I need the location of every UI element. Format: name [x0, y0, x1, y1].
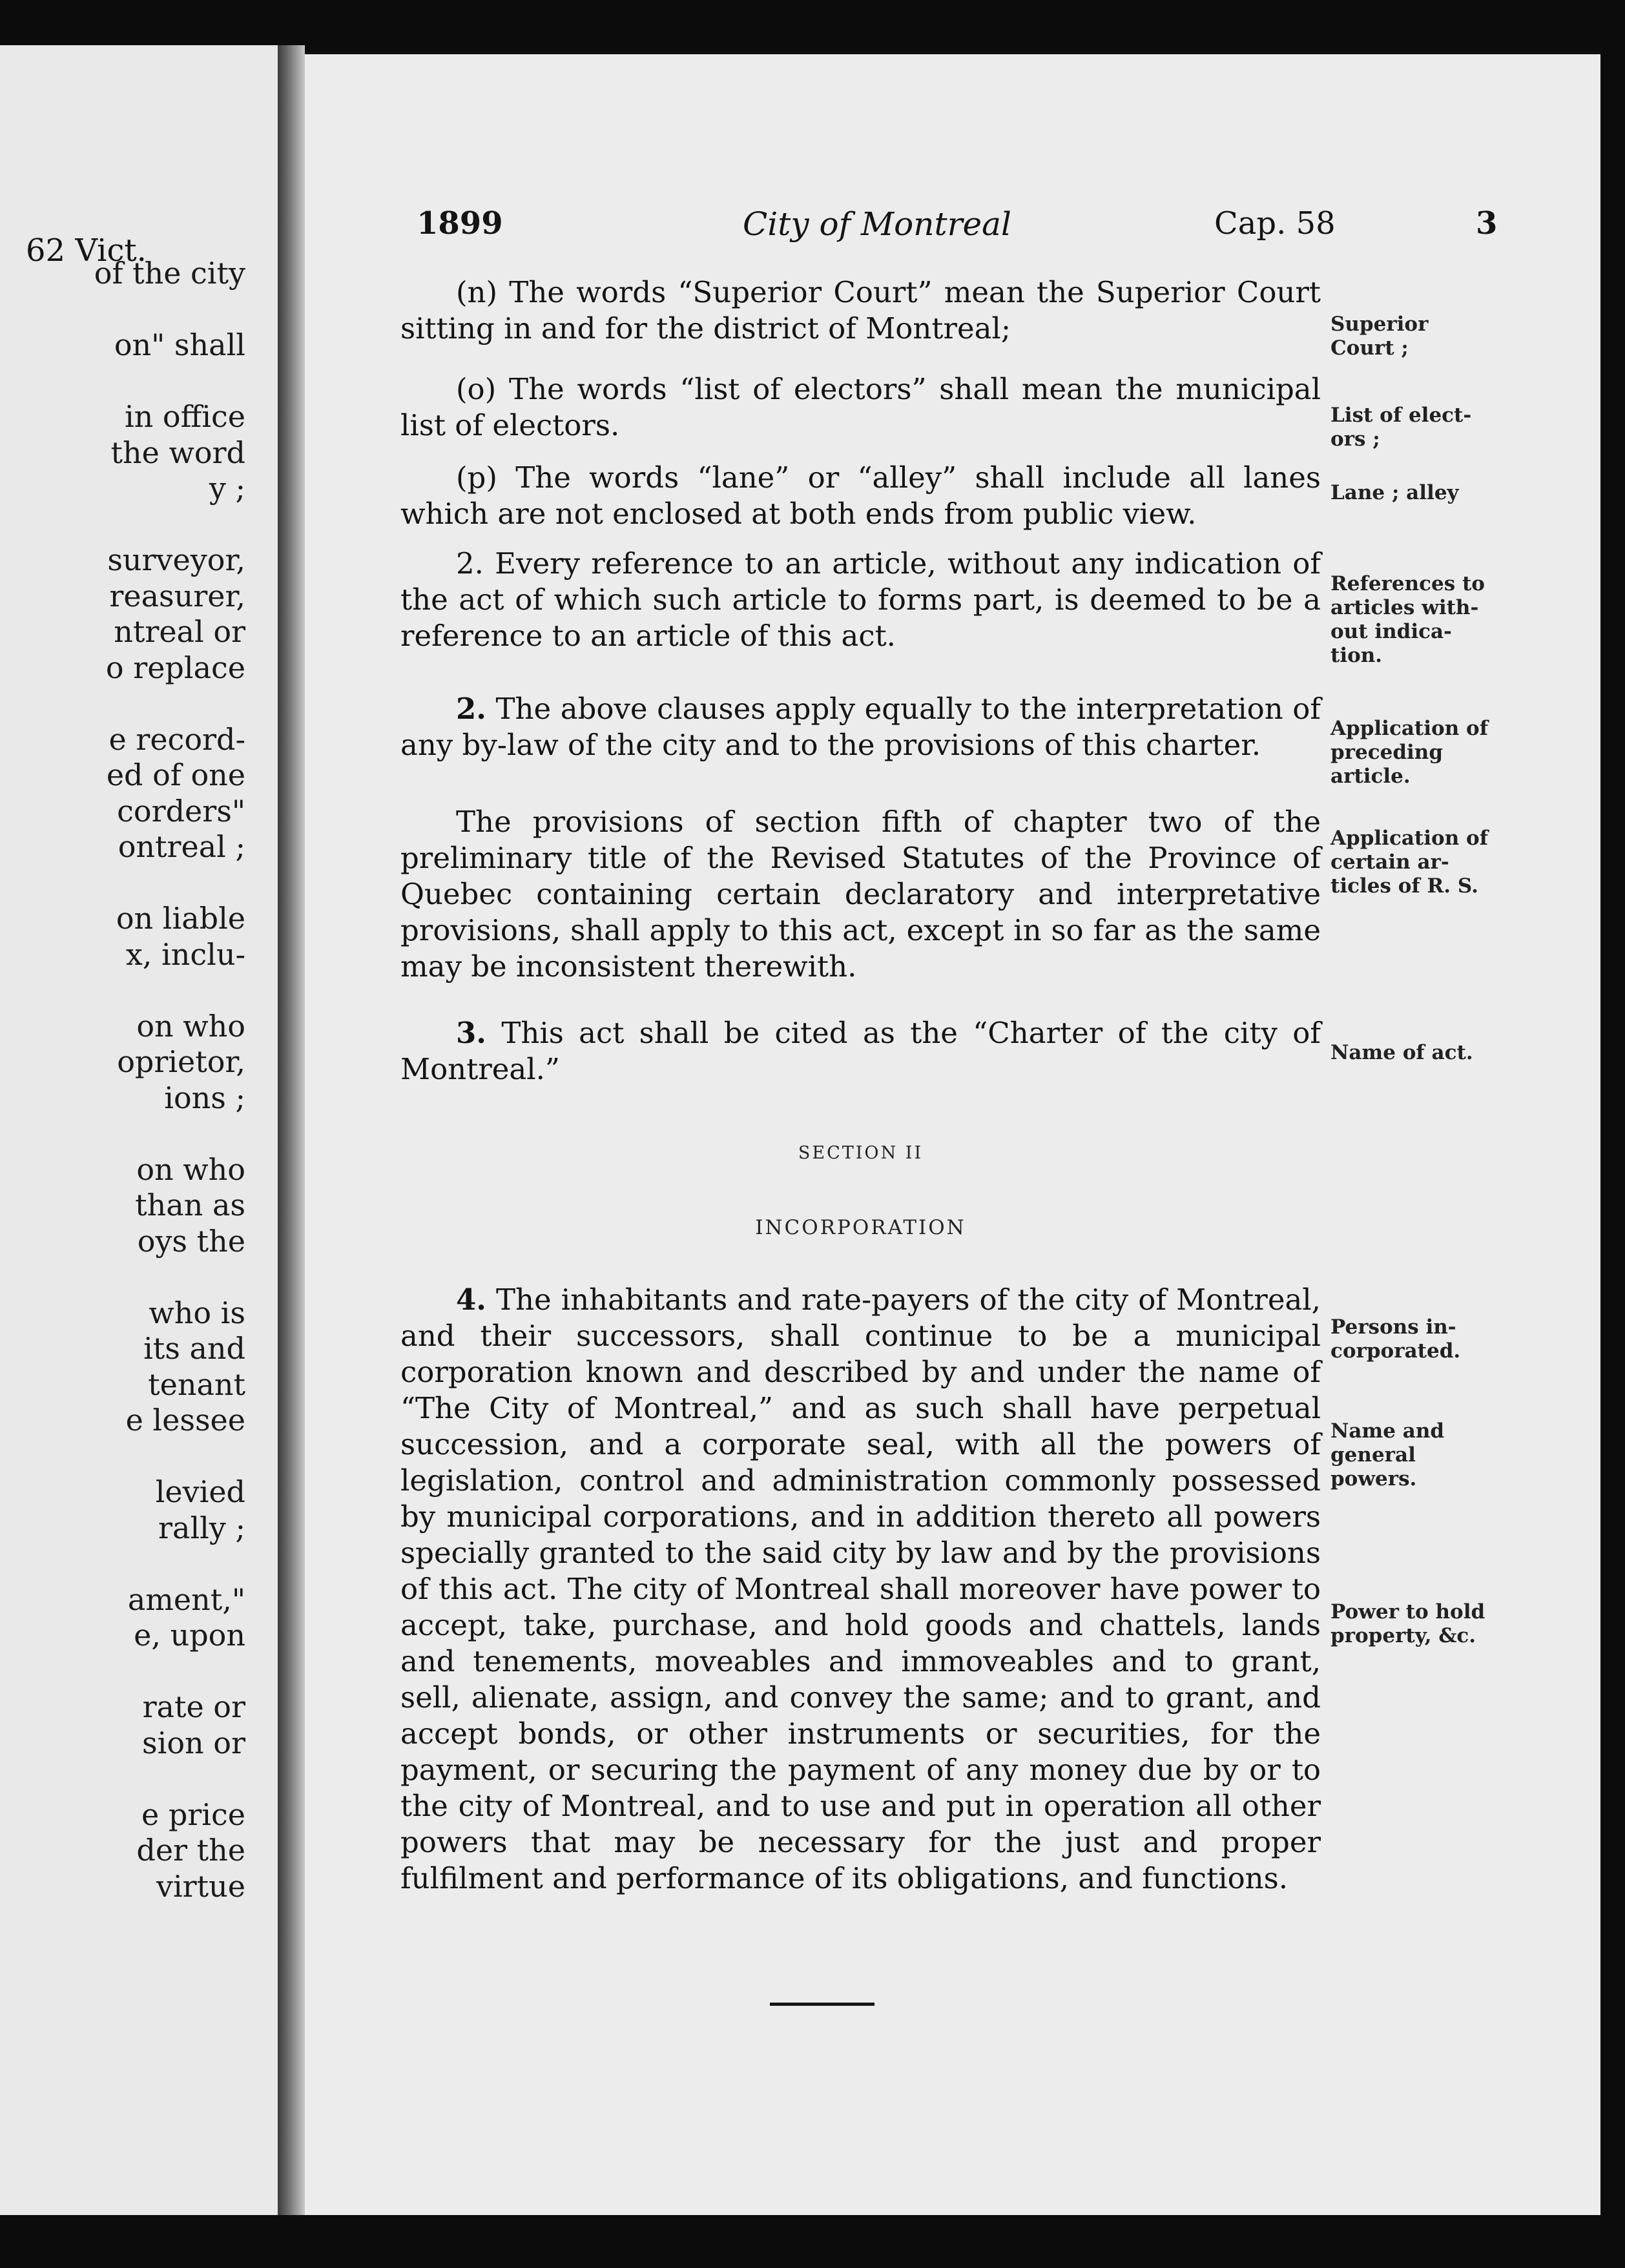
definition-n: (n) The words “Superior Court” mean the Superior Court sitting in and for the district of Montreal;: [400, 275, 1321, 345]
previous-page-line: rate or: [142, 1689, 245, 1724]
article-4: 4. The inhabitants and rate-payers of the city of Montreal, and their successors, shall continue to be a municipal corporation known and described by and under the name of “The City of Montreal,” and as such shall have perpetual succession, and a corporate seal, with all the powers of legislation, control and administration commonly possessed by municipal corporations, and in addition thereto all powers specially granted to the said city by law and by the provisions of this act. The city of Montreal shall moreover have power to accept, take, purchase, and hold goods and chattels, lands and tenements, moveables and immoveables and to grant, sell, alienate, assign, and convey the same; and to grant, and accept bonds, or other instruments or securities, for the payment, or securing the payment of any money due by or to the city of Montreal, and to use and put in operation all other powers that may be necessary for the just and proper fulfilment and performance of its obligations, and functions.: [400, 1283, 1321, 1895]
previous-page-line: its and: [143, 1331, 245, 1366]
previous-page-line: on liable: [116, 901, 245, 936]
section-title: INCORPORATION: [755, 1216, 966, 1239]
running-head-chapter: Cap. 58: [1214, 205, 1336, 242]
previous-page-line: than as: [135, 1188, 245, 1222]
previous-page-line: who is: [149, 1295, 245, 1330]
previous-page-line: levied: [155, 1474, 245, 1509]
margin-note-power-to-hold: Power to hold property, &c.: [1330, 1600, 1485, 1647]
previous-page-line: oprietor,: [117, 1044, 245, 1079]
previous-page-line: ontreal ;: [118, 829, 245, 864]
previous-page-running-head: 62 Vict.: [26, 232, 147, 269]
previous-page-line: x, inclu-: [125, 936, 245, 972]
previous-page-line: on" shall: [114, 327, 245, 362]
margin-note-superior-court: Superior Court ;: [1330, 313, 1429, 360]
previous-page-line: e record-: [109, 721, 245, 757]
running-head-year: 1899: [417, 205, 503, 242]
margin-note-application-rs: Application of certain ar-ticles of R. S.: [1330, 827, 1489, 898]
scan-border-bottom: [0, 2215, 1625, 2268]
margin-note-name-of-act: Name of act.: [1330, 1041, 1473, 1064]
previous-page-line: y ;: [209, 471, 245, 506]
previous-page-line: o replace: [105, 650, 245, 685]
previous-page-line: rally ;: [158, 1510, 245, 1545]
previous-page-line: ntreal or: [114, 614, 245, 649]
previous-page-line: in office: [124, 399, 245, 434]
previous-page-line: sion or: [142, 1725, 245, 1760]
margin-note-persons-incorporated: Persons in-corporated.: [1330, 1315, 1461, 1363]
definition-o: (o) The words “list of electors” shall mean the municipal list of electors.: [400, 372, 1321, 442]
scan-border-right: [1600, 0, 1625, 2268]
previous-page-line: corders": [117, 793, 245, 829]
previous-page-line: on who: [136, 1008, 245, 1044]
previous-page-line: ed of one: [106, 758, 245, 792]
margin-note-list-of-electors: List of elect-ors ;: [1330, 404, 1472, 451]
scan-border-top: [0, 0, 1625, 52]
clause-2-references: 2. Every reference to an article, without any indication of the act of which such article to forms part, is deemed to be a reference to an article of this act.: [400, 546, 1321, 653]
previous-page-line: virtue: [156, 1868, 245, 1904]
running-head-title: City of Montreal: [743, 205, 1011, 243]
previous-page-line: der the: [136, 1833, 245, 1868]
margin-note-references: References to articles with-out indica-tion.: [1330, 572, 1485, 667]
previous-page-line: surveyor,: [107, 542, 245, 577]
margin-note-lane-alley: Lane ; alley: [1330, 481, 1459, 504]
previous-page-line: of the city: [94, 256, 245, 291]
margin-note-application-preceding: Application of preceding article.: [1330, 717, 1489, 788]
end-rule: [770, 2003, 875, 2006]
previous-page: [0, 45, 278, 2215]
previous-page-line: ions ;: [164, 1080, 245, 1115]
previous-page-line: oys the: [137, 1223, 245, 1259]
section-heading: SECTION II: [798, 1143, 924, 1163]
previous-page-line: the word: [110, 435, 245, 470]
previous-page-line: reasurer,: [109, 578, 245, 613]
previous-page-line: on who: [136, 1151, 245, 1187]
page-number: 3: [1476, 205, 1498, 242]
article-3: 3. This act shall be cited as the “Charter of the city of Montreal.”: [400, 1016, 1321, 1086]
previous-page-line: tenant: [148, 1366, 245, 1402]
margin-note-name-general-powers: Name and general powers.: [1330, 1419, 1445, 1490]
definition-p: (p) The words “lane” or “alley” shall include all lanes which are not enclosed at both ends from public view.: [400, 460, 1321, 531]
previous-page-line: e, upon: [134, 1618, 245, 1653]
article-2: 2. The above clauses apply equally to the interpretation of any by-law of the city and to the provisions of this charter.: [400, 692, 1321, 762]
previous-page-line: e price: [141, 1797, 245, 1832]
previous-page-line: ament,": [127, 1582, 245, 1617]
book-gutter: [278, 45, 305, 2215]
previous-page-line: e lessee: [125, 1403, 245, 1438]
article-2-paragraph-2: The provisions of section fifth of chapter two of the preliminary title of the Revised Statutes of the Province of Quebec containing certain declaratory and interpretative provisions, shall apply to this act, except in so far as the same may be inconsistent therewith.: [400, 805, 1321, 984]
